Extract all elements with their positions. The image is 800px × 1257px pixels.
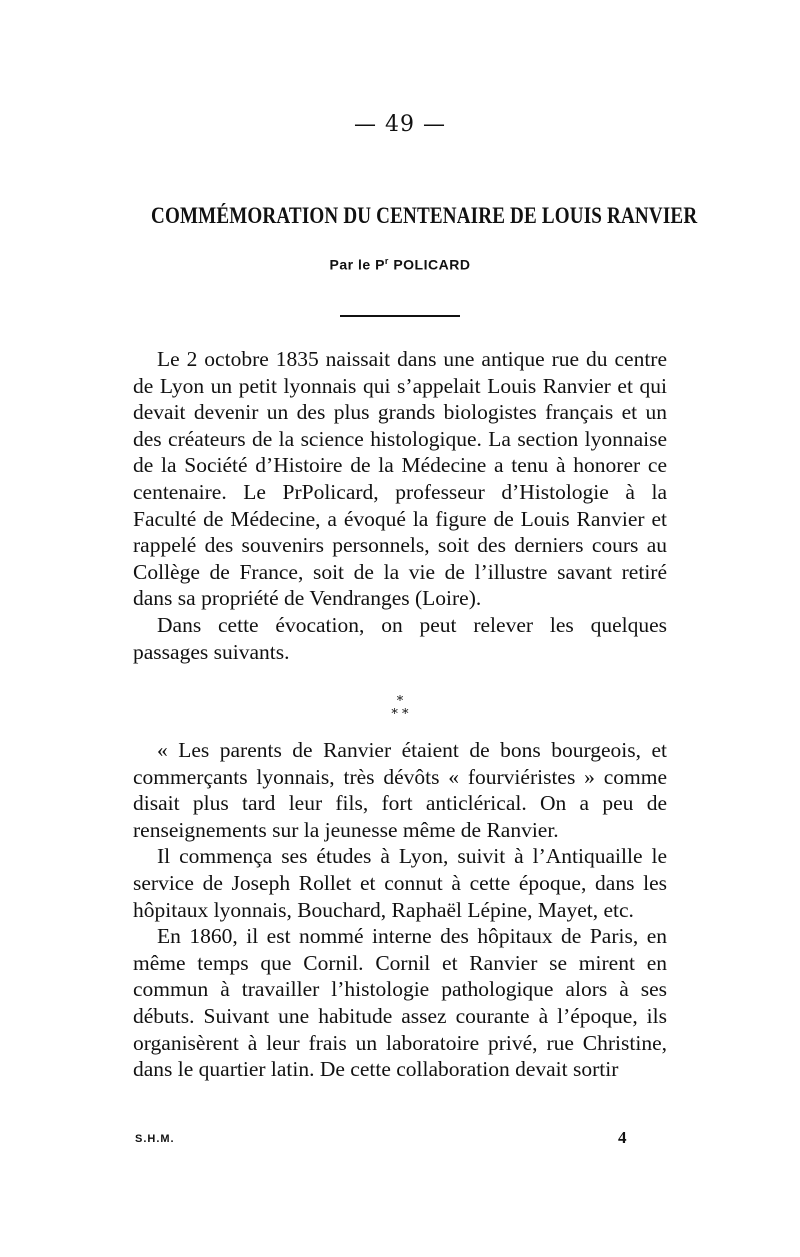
asterism-top: * <box>396 694 404 709</box>
asterism <box>0 695 800 721</box>
article-title: COMMÉMORATION DU CENTENAIRE DE LOUIS RANVIER <box>151 203 698 228</box>
intro-text <box>133 346 667 665</box>
byline-author: POLICARD <box>388 256 471 273</box>
paragraph: En 1860, il est nommé interne des hôpitaux de Paris, en même temps que Cornil. Cornil et Ranvier se mirent en commun à travailler l’histologie pathologique alors à ses débuts. Suivant une habitude assez courante à l’époque, ils organisèrent à leur frais un laboratoire privé, rue Christine, dans le quartier latin. De cette collaboration devait sortir <box>133 924 667 1082</box>
quoted-text <box>133 737 667 1083</box>
paragraph: Dans cette évocation, on peut relever les quelques passages suivants. <box>133 612 667 664</box>
byline-superscript: r <box>384 256 389 266</box>
paragraph: Il commença ses études à Lyon, suivit à l’Antiquaille le service de Joseph Rollet et connut à cette époque, dans les hôpitaux lyonnais, Bouchard, Raphaël Lépine, Mayet, etc. <box>133 844 667 922</box>
paragraph: Le 2 octobre 1835 naissait dans une antique rue du centre de Lyon un petit lyonnais qui s’appelait Louis Ranvier et qui devait devenir un des plus grands biologistes français et un des créateurs de la science histologique. La section lyonnaise de la Société d’Histoire de la Médecine a tenu à honorer ce centenaire. Le PrPolicard, professeur d’Histologie à la Faculté de Médecine, a évoqué la figure de Louis Ranvier et rappelé des souvenirs personnels, soit des derniers cours au Collège de France, soit de la vie de l’illustre savant retiré dans sa propriété de Vendranges (Loire). <box>133 347 667 611</box>
page-number: — 49 — <box>354 112 446 137</box>
asterism-bottom: * * <box>391 707 409 722</box>
paragraph: « Les parents de Ranvier étaient de bons bourgeois, et commerçants lyonnais, très dévôts « fourviéristes » comme disait plus tard leur fils, fort anticlérical. On a peu de renseignements sur la jeunesse même de Ranvier. <box>133 738 667 842</box>
byline-prefix: Par le P <box>329 256 385 273</box>
byline <box>0 256 800 273</box>
sheet-number: 4 <box>618 1128 627 1147</box>
signature-mark: S.H.M. <box>135 1133 175 1145</box>
title-divider <box>340 315 460 317</box>
